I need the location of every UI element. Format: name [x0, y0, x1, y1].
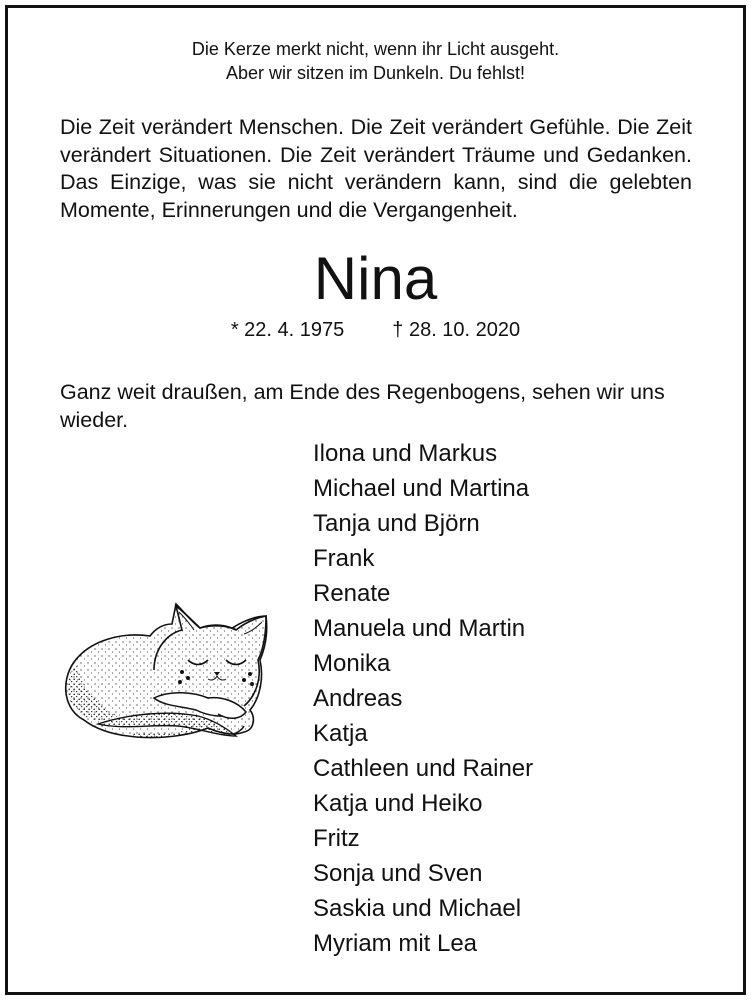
- opening-quote: [0, 37, 751, 85]
- mourners-list: [313, 436, 533, 961]
- mourner-name: Renate: [313, 580, 391, 607]
- mourner-name: Michael und Martina: [313, 475, 530, 502]
- mourner-name: Katja: [313, 720, 368, 747]
- mourner-name: Cathleen und Rainer: [313, 755, 534, 782]
- mourner-name: Saskia und Michael: [313, 895, 522, 922]
- deceased-name: Nina: [313, 245, 438, 312]
- mourner-name: Myriam mit Lea: [313, 930, 478, 957]
- quote-line-2: Aber wir sitzen im Dunkeln. Du fehlst!: [225, 63, 526, 83]
- life-dates: [0, 317, 751, 343]
- time-paragraph: Die Zeit verändert Menschen. Die Zeit verändert Gefühle. Die Zeit verändert Situationen. Die Zeit verändert Träume und Gedanken. Das Einzige, was sie nicht verändern kann, sind die gelebten Momente, Erinnerungen und die Vergangenheit.: [60, 115, 692, 222]
- sleeping-cat-icon: [58, 598, 270, 744]
- mourner-name: Katja und Heiko: [313, 790, 483, 817]
- mourner-name: Andreas: [313, 685, 403, 712]
- death-date: † 28. 10. 2020: [392, 319, 521, 341]
- mourner-name: Sonja und Sven: [313, 860, 483, 887]
- mourner-name: Manuela und Martin: [313, 615, 526, 642]
- mourner-name: Tanja und Björn: [313, 510, 480, 537]
- mourner-name: Frank: [313, 545, 375, 572]
- mourner-name: Fritz: [313, 825, 360, 852]
- birth-date: * 22. 4. 1975: [230, 319, 345, 341]
- quote-line-1: Die Kerze merkt nicht, wenn ihr Licht ausgeht.: [191, 39, 560, 59]
- mourner-name: Ilona und Markus: [313, 440, 498, 467]
- mourner-name: Monika: [313, 650, 391, 677]
- rainbow-text: Ganz weit draußen, am Ende des Regenbogens, sehen wir uns wieder.: [60, 380, 665, 432]
